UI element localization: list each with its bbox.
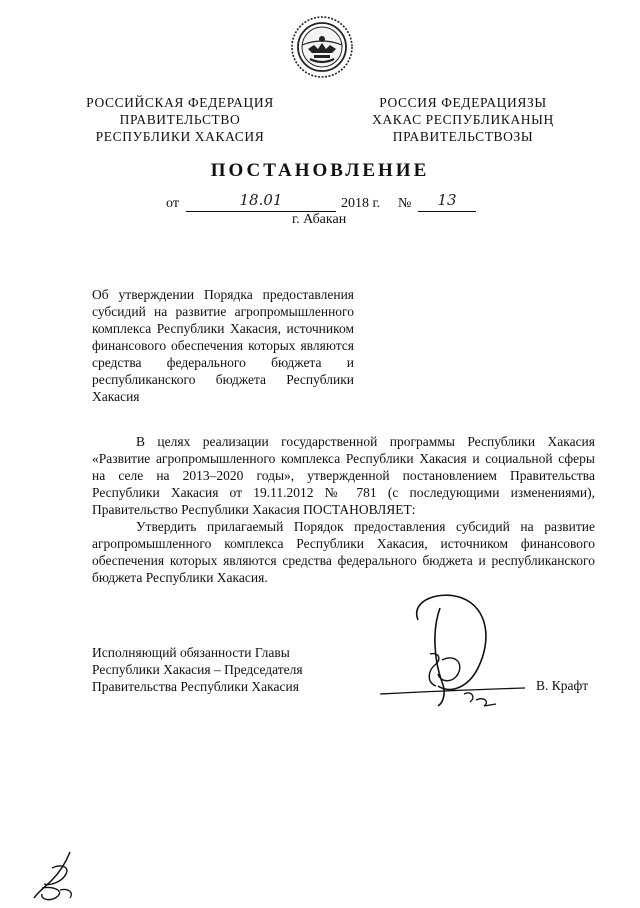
- header-right-line-2: ХАКАС РЕСПУБЛИКАНЫҢ: [372, 112, 554, 127]
- number-sign: №: [398, 196, 412, 211]
- header-right-line-3: ПРАВИТЕЛЬСТВОЗЫ: [392, 129, 534, 144]
- handwritten-initials: [30, 848, 100, 903]
- khakassia-coat-of-arms-icon: [290, 15, 354, 79]
- header-left-line-3: РЕСПУБЛИКИ ХАКАСИЯ: [95, 129, 265, 144]
- date-year: 2018 г.: [341, 196, 381, 211]
- header-right-line-1: РОССИЯ ФЕДЕРАЦИЯЗЫ: [379, 95, 547, 110]
- body-paragraph-2: Утвердить прилагаемый Порядок предоставления субсидий на развитие агропромышленного комплекса Республики Хакасия, источником финансового обеспечения которых являются средства федерального бюджета и республиканского бюджета Республики Хакасия.: [92, 519, 595, 585]
- body-paragraph-1: В целях реализации государственной программы Республики Хакасия «Развитие агропромышленного комплекса Республики Хакасия и социальной сферы на селе на 2013–2020 годы», утвержденной постановлением Правительства Республики Хакасия от 19.11.2012 № 781 (с последующими изменениями), Правительство Республики Хакасия ПОСТАНОВЛЯЕТ:: [92, 434, 595, 517]
- number-handwritten: 13: [437, 191, 457, 209]
- header-right: [358, 94, 568, 145]
- header-left: [80, 94, 280, 145]
- document-subject: Об утверждении Порядка предоставления субсидий на развитие агропромышленного комплекса Республики Хакасия, источником финансового обеспечения которых являются средства федерального бюджета и республиканского бюджета Республики Хакасия: [92, 287, 354, 404]
- signatory-line-3: Правительства Республики Хакасия: [92, 679, 299, 694]
- signatory-title: [92, 644, 303, 695]
- header-left-line-1: РОССИЙСКАЯ ФЕДЕРАЦИЯ: [86, 95, 274, 110]
- city: г. Абакан: [292, 212, 347, 227]
- date-underline: [186, 191, 336, 212]
- document-body: [92, 433, 595, 586]
- date-prefix: от: [166, 196, 179, 211]
- handwritten-signature: [380, 590, 525, 720]
- document-title: ПОСТАНОВЛЕНИЕ: [210, 160, 430, 181]
- signatory-line-1: Исполняющий обязанности Главы: [92, 645, 290, 660]
- signatory-line-2: Республики Хакасия – Председателя: [92, 662, 303, 677]
- number-underline: [418, 191, 476, 212]
- coat-of-arms-emblem: [290, 15, 354, 79]
- header-left-line-2: ПРАВИТЕЛЬСТВО: [119, 112, 241, 127]
- date-handwritten: 18.01: [239, 191, 283, 209]
- signatory-name: В. Крафт: [536, 678, 589, 693]
